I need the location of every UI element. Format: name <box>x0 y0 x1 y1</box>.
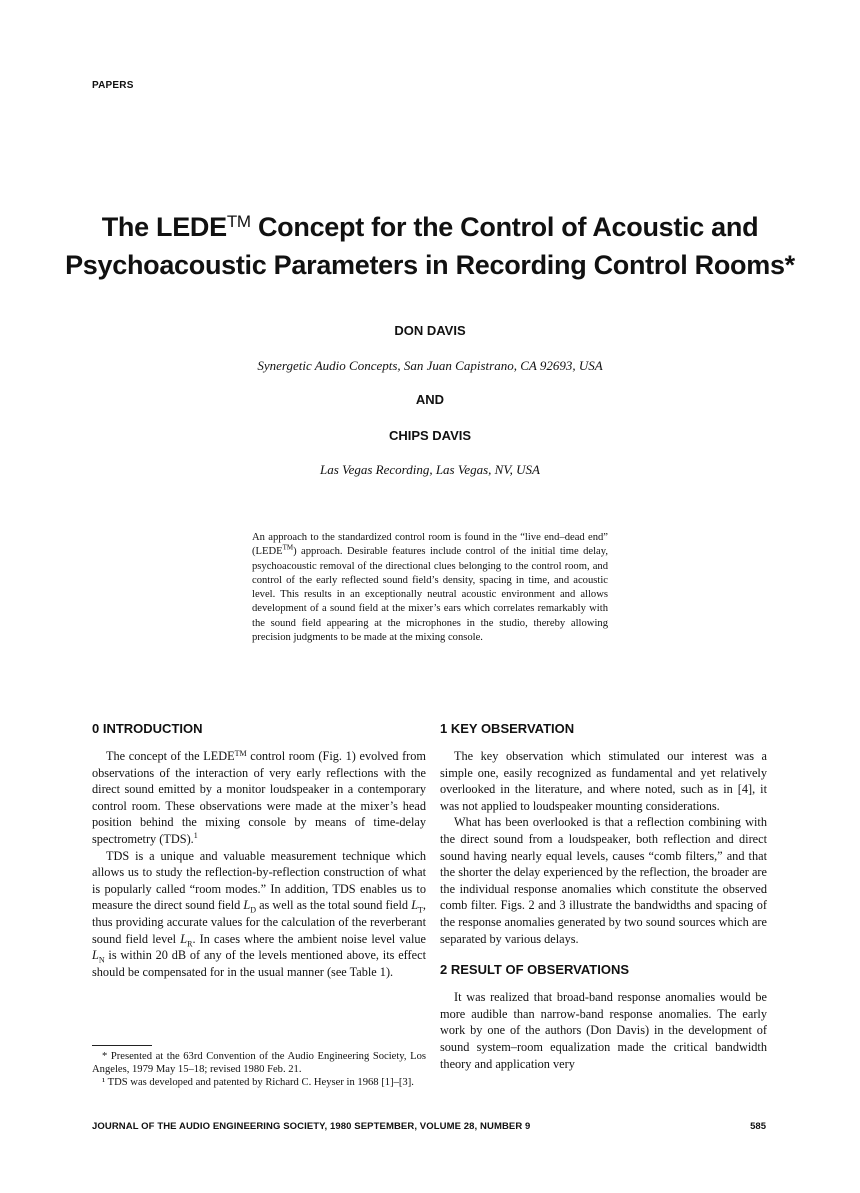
abstract-text-2: ) approach. Desirable features include control of the initial time delay, psychoacoustic removal of the directional clues belonging to the control room, and control of the early reflected sound field’s density, spacing in time, and acoustic level. This results in an exceptionally neutral acoustic environment and allows development of a sound field at the mixer’s ears which correlates remarkably with the sound field appearing at the microphones in the studio, thereby allowing precision judgments to be made at the mixing console. <box>252 546 608 644</box>
subscript-T: T <box>418 905 423 915</box>
section-heading-result-of-observations: 2 RESULT OF OBSERVATIONS <box>440 962 630 978</box>
abstract-text-1: An approach to the standardized control room is found in the “live end–dead end” (LEDE <box>252 532 608 558</box>
author-affiliation-2: Las Vegas Recording, Las Vegas, NV, USA <box>320 462 540 477</box>
intro-p2-text-a: TDS is a unique and valuable measurement technique which allows us to study the reflection-by-reflection construction of what is popularly called “room modes.” In addition, TDS enables us to measure the direct sound field <box>92 848 426 913</box>
intro-p2-text-d: . In cases where the ambient noise level value <box>192 931 426 946</box>
symbol-L-direct: L <box>243 898 251 913</box>
intro-p2-text-c: , thus providing accurate values for the calculation of the reverberant sound field level <box>92 898 426 946</box>
page-number: 585 <box>750 1121 766 1132</box>
author-name-2: CHIPS DAVIS <box>388 428 472 443</box>
intro-p1-trademark: TM <box>234 749 247 758</box>
symbol-L-total: L <box>411 898 419 913</box>
author-separator: AND <box>415 392 445 407</box>
subscript-N: N <box>98 955 105 965</box>
footnotes <box>92 1050 426 1089</box>
section-heading-introduction: 0 INTRODUCTION <box>92 721 203 736</box>
footnote-presented: * Presented at the 63rd Convention of the Audio Engineering Society, Los Angeles, 1979 May 15–18; revised 1980 Feb. 21. <box>92 1051 426 1075</box>
title-line1-end: Concept for the Control of Acoustic and <box>250 212 759 242</box>
title-line2: Psychoacoustic Parameters in Recording Control Rooms* <box>65 250 795 280</box>
intro-p2-text-b: as well as the total sound field <box>255 898 412 913</box>
right-column <box>440 720 767 1072</box>
left-column <box>92 720 426 980</box>
intro-p1-text-b: control room (Fig. 1) evolved from observations of the interaction of very early reflections with the direct sound emitted by a monitor loudspeaker in a contemporary control room. These observations were made at the mixer’s head position behind the mixing console by means of time-delay spectrometry (TDS). <box>92 749 426 846</box>
intro-p2-text-e: is within 20 dB of any of the levels mentioned above, its effect should be compensated for in the usual manner (see Table 1). <box>92 948 426 979</box>
author-name-1: DON DAVIS <box>394 323 466 338</box>
abstract-trademark: TM <box>282 543 294 552</box>
symbol-L-noise: L <box>92 948 99 963</box>
key-paragraph-2: What has been overlooked is that a reflection combining with the direct sound from a loudspeaker, both reflection and direct sound having nearly equal levels, causes “comb filters,” and that the shorter the delay experienced by the reflection, the broader are the individual response anomalies which constitute the observed comb filter. Figs. 2 and 3 illustrate the bandwidths and spacing of the response anomalies generated by two sound sources which are separated by various delays. <box>440 815 767 946</box>
intro-p1-text-a: The concept of the LEDE <box>106 749 235 763</box>
subscript-D: D <box>250 905 256 915</box>
key-paragraph-1: The key observation which stimulated our interest was a simple one, easily recognized as fundamental and yet relatively overlooked in the literature, and where noted, such as in [4], it was not applied to loudspeaker mounting considerations. <box>440 749 767 813</box>
symbol-L-reverberant: L <box>180 931 188 946</box>
intro-paragraph-1 <box>92 748 426 848</box>
paper-title <box>60 203 800 284</box>
footnote-divider <box>92 1045 152 1046</box>
title-line1-start: The LEDE <box>101 212 227 242</box>
footer-journal-citation: JOURNAL OF THE AUDIO ENGINEERING SOCIETY, 1980 SEPTEMBER, VOLUME 28, NUMBER 9 <box>92 1121 531 1132</box>
footnote-tds: ¹ TDS was developed and patented by Richard C. Heyser in 1968 [1]–[3]. <box>102 1077 414 1088</box>
running-head: PAPERS <box>92 80 134 91</box>
title-trademark: TM <box>226 212 251 231</box>
abstract <box>252 531 608 645</box>
author-affiliation-1: Synergetic Audio Concepts, San Juan Capistrano, CA 92693, USA <box>257 358 603 373</box>
footnote-ref-1: 1 <box>193 830 198 840</box>
result-paragraph-1: It was realized that broad-band response anomalies would be more audible than narrow-band response anomalies. The early work by one of the authors (Don Davis) in the development of sound system–room equalization made the critical bandwidth theory and application very <box>440 990 767 1071</box>
section-heading-key-observation: 1 KEY OBSERVATION <box>440 721 575 736</box>
intro-paragraph-2 <box>92 848 426 981</box>
subscript-R: R <box>187 938 193 948</box>
